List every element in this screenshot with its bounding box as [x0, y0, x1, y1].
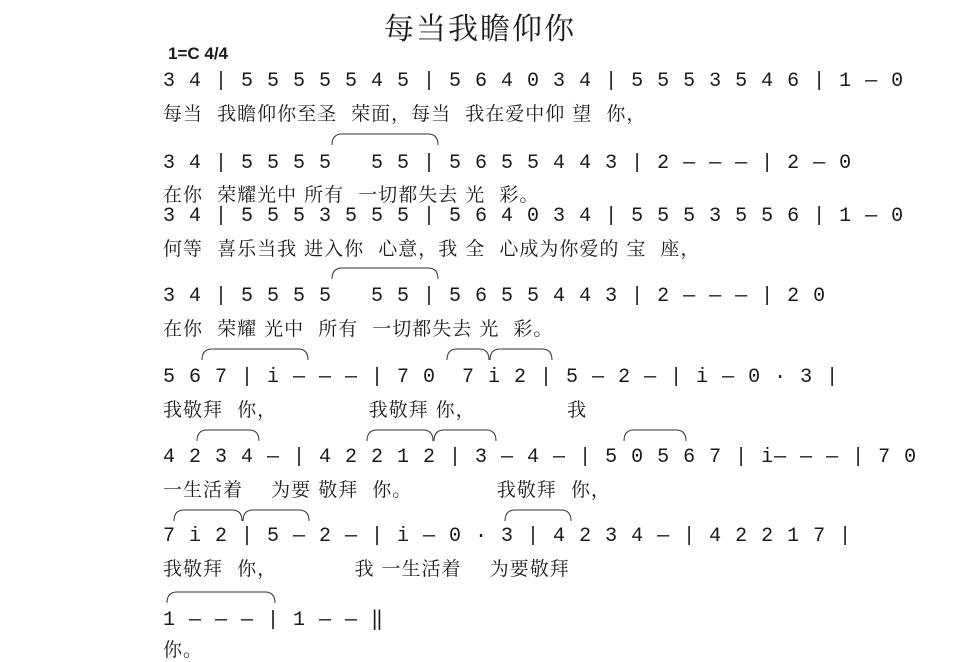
slur-mark: [622, 428, 688, 442]
slur-mark: [200, 347, 310, 361]
slur-mark: [172, 508, 244, 522]
slur-mark: [165, 590, 277, 604]
slur-mark: [432, 428, 498, 442]
key-signature: 1=C 4/4: [168, 44, 229, 63]
lyrics-line-8: 你。: [163, 639, 204, 661]
slur-mark: [503, 508, 573, 522]
notation-line-7: 7 i 2 | 5 — 2 — | i — 0 · 3 | 4 2 3 4 — | 4 2 2 1 7 |: [163, 525, 853, 548]
slur-mark: [330, 266, 440, 280]
notation-line-1: 3 4 | 5 5 5 5 5 4 5 | 5 6 4 0 3 4 | 5 5 5 3 5 4 6 | 1 — 0: [163, 70, 905, 93]
notation-line-3: 3 4 | 5 5 5 3 5 5 5 | 5 6 4 0 3 4 | 5 5 5 3 5 5 6 | 1 — 0: [163, 205, 905, 228]
notation-line-6: 4 2 3 4 — | 4 2 2 1 2 | 3 — 4 — | 5 0 5 6 7 | i— — — | 7 0: [163, 446, 918, 469]
lyrics-line-1: 每当 我瞻仰你至圣 荣面，每当 我在爱中仰 望 你，: [163, 103, 647, 125]
notation-line-8: 1 — — — | 1 — — ‖: [163, 609, 385, 632]
slur-mark: [365, 428, 435, 442]
notation-line-5: 5 6 7 | i — — — | 7 0 7 i 2 | 5 — 2 — | i — 0 · 3 |: [163, 366, 840, 389]
slur-mark: [241, 508, 311, 522]
notation-line-2: 3 4 | 5 5 5 5 5 5 | 5 6 5 5 4 4 3 | 2 — — — | 2 — 0: [163, 152, 853, 175]
lyrics-line-2: 在你 荣耀光中 所有 一切都失去 光 彩。: [163, 184, 540, 206]
slur-mark: [445, 347, 491, 361]
slur-mark: [488, 347, 554, 361]
lyrics-line-4: 在你 荣耀 光中 所有 一切都失去 光 彩。: [163, 318, 554, 340]
song-title: 每当我瞻仰你: [384, 12, 576, 47]
lyrics-line-3: 何等 喜乐当我 进入你 心意，我 全 心成为你爱的 宝 座，: [163, 238, 701, 260]
notation-line-4: 3 4 | 5 5 5 5 5 5 | 5 6 5 5 4 4 3 | 2 — — — | 2 0: [163, 285, 827, 308]
slur-mark: [195, 428, 261, 442]
lyrics-line-7: 我敬拜 你， 我 一生活着 为要敬拜: [163, 558, 570, 580]
lyrics-line-6: 一生活着 为要 敬拜 你。 我敬拜 你，: [163, 479, 611, 501]
slur-mark: [330, 132, 440, 146]
lyrics-line-5: 我敬拜 你， 我敬拜 你， 我: [163, 399, 588, 421]
